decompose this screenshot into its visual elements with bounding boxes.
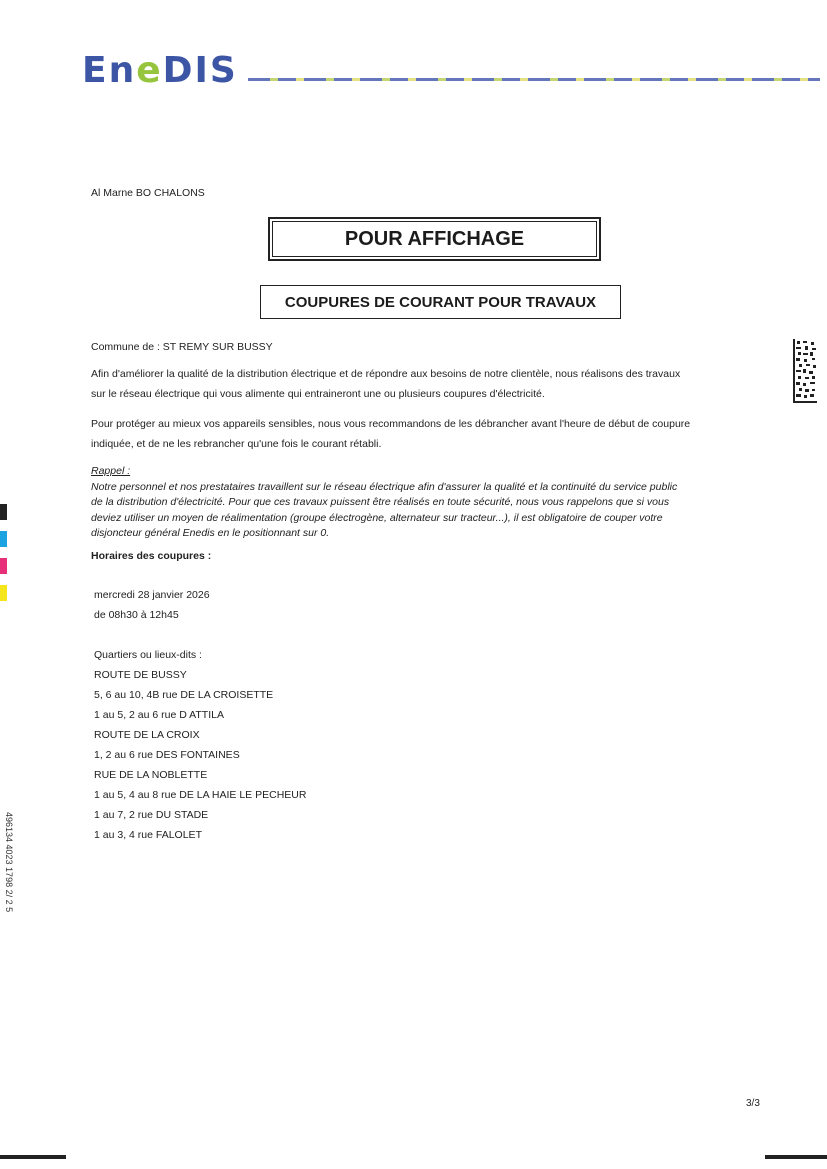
- outage-date: mercredi 28 janvier 2026: [94, 589, 210, 601]
- intro-paragraph-2: [91, 414, 761, 454]
- print-swatch-black: [0, 504, 7, 520]
- location-item: 1 au 5, 4 au 8 rue DE LA HAIE LE PECHEUR: [94, 789, 307, 801]
- sender-line: Al Marne BO CHALONS: [91, 187, 205, 199]
- locations-heading: Quartiers ou lieux-dits :: [94, 649, 202, 661]
- header-divider: [248, 78, 820, 81]
- location-item: ROUTE DE BUSSY: [94, 669, 187, 681]
- print-swatch-magenta: [0, 558, 7, 574]
- print-swatch-cyan: [0, 531, 7, 547]
- datamatrix-code-icon: [793, 339, 817, 403]
- location-item: 5, 6 au 10, 4B rue DE LA CROISETTE: [94, 689, 274, 701]
- location-item: 1 au 7, 2 rue DU STADE: [94, 809, 209, 821]
- text-line: Notre personnel et nos prestataires travaillent sur le réseau électrique afin d'assurer la qualité et la continuité du service public: [91, 480, 678, 493]
- location-item: 1 au 5, 2 au 6 rue D ATTILA: [94, 709, 224, 721]
- schedule-heading: Horaires des coupures :: [91, 550, 212, 562]
- text-line: disjoncteur général Enedis en le positionnant sur 0.: [91, 527, 330, 539]
- text-line: Afin d'améliorer la qualité de la distribution électrique et de répondre aux besoins de notre clientèle, nous réalisons des travaux: [91, 368, 681, 380]
- posting-title-box: [268, 217, 601, 261]
- reminder-label: Rappel :: [91, 465, 131, 477]
- enedis-logo: [82, 50, 238, 91]
- bottom-border-left: [0, 1155, 66, 1159]
- commune-line: Commune de : ST REMY SUR BUSSY: [91, 341, 273, 353]
- text-line: indiquée, et de ne les rebrancher qu'une fois le courant rétabli.: [91, 438, 382, 450]
- bottom-border-right: [765, 1155, 827, 1159]
- text-line: de la distribution d'électricité. Pour que ces travaux puissent être réalisés en toute sécurité, nous vous rappelons que si vous: [91, 496, 670, 508]
- logo-text-part: En: [82, 50, 137, 91]
- text-line: sur le réseau électrique qui vous alimente qui entraineront une ou plusieurs coupures d'électricité.: [91, 388, 545, 400]
- text-line: Pour protéger au mieux vos appareils sensibles, nous vous recommandons de les débrancher avant l'heure de début de coupure: [91, 418, 691, 430]
- logo-text-part: e: [136, 50, 163, 91]
- text-line: deviez utiliser un moyen de réalimentation (groupe électrogène, alternateur sur tracteur...), il est obligatoire de couper votre: [91, 511, 663, 524]
- side-print-code: 496134 4023 1798 2/ 2 5: [4, 812, 14, 913]
- reminder-block: [91, 464, 761, 542]
- location-item: 1 au 3, 4 rue FALOLET: [94, 829, 202, 841]
- outage-title: COUPURES DE COURANT POUR TRAVAUX: [284, 293, 597, 311]
- logo-text-part: DIS: [162, 50, 238, 91]
- outage-time: de 08h30 à 12h45: [94, 609, 179, 621]
- outage-title-box: [260, 285, 621, 319]
- posting-title: POUR AFFICHAGE: [344, 227, 525, 250]
- page-number: 3/3: [746, 1098, 760, 1109]
- location-item: ROUTE DE LA CROIX: [94, 729, 200, 741]
- intro-paragraph-1: [91, 364, 761, 404]
- print-swatch-yellow: [0, 585, 7, 601]
- location-item: RUE DE LA NOBLETTE: [94, 769, 208, 781]
- location-item: 1, 2 au 6 rue DES FONTAINES: [94, 749, 240, 761]
